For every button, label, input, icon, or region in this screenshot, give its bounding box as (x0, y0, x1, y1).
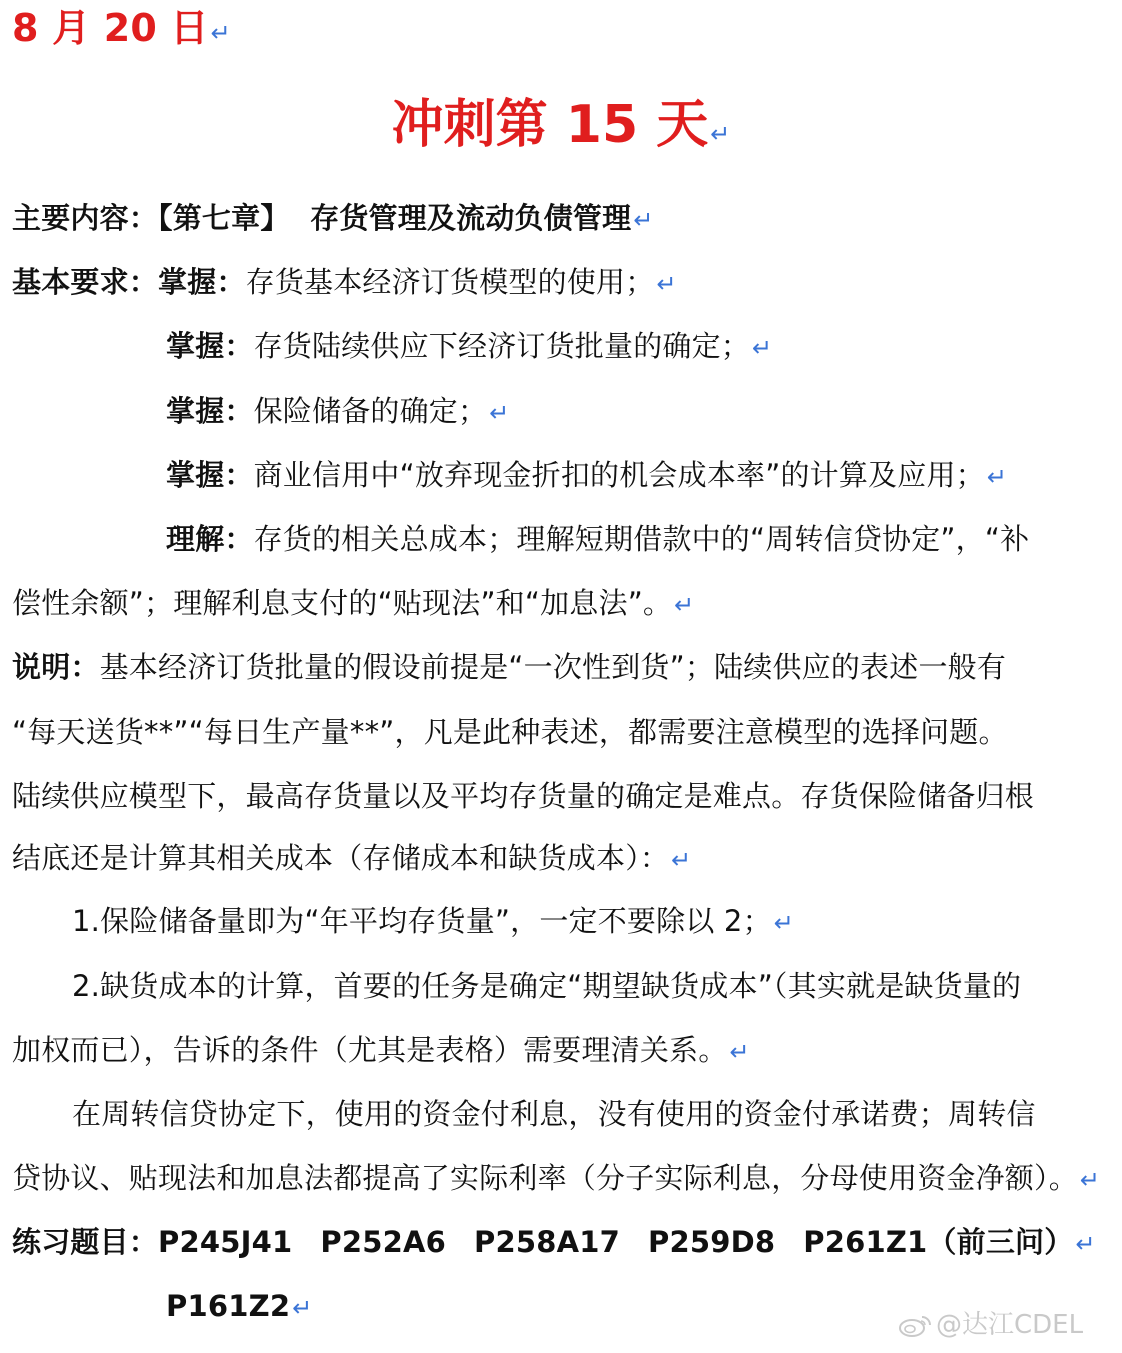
explanation-line-2 (12, 714, 1107, 750)
exercise-code: P252A6 (320, 1225, 446, 1259)
requirement-level: 掌握： (158, 265, 246, 299)
requirement-line-3 (166, 393, 1122, 431)
explanation-text: 结底还是计算其相关成本（存储成本和缺货成本）： (12, 841, 670, 875)
exercises-line (12, 1224, 1107, 1262)
point-text: 加权而已），告诉的条件（尤其是表格）需要理清关系。 (12, 1033, 728, 1067)
explanation-point-2 (72, 968, 1122, 1004)
date-heading (12, 6, 1107, 55)
explanation-paragraph (72, 1096, 1122, 1132)
explanation-line-3 (12, 778, 1107, 814)
requirement-level: 掌握： (166, 329, 254, 363)
watermark-text: @达江CDEL (936, 1310, 1084, 1340)
requirement-level: 理解： (166, 522, 254, 556)
exercise-code: P245J41 (158, 1225, 293, 1259)
paragraph-text: 贷协议、贴现法和加息法都提高了实际利率（分子实际利息，分母使用资金净额）。 (12, 1161, 1078, 1195)
explanation-label: 说明： (12, 650, 100, 684)
requirement-line-1 (12, 264, 1107, 302)
explanation-text: “每天送货**”“每日生产量**”，凡是此种表述，都需要注意模型的选择问题。 (12, 715, 1008, 749)
page-title (0, 92, 1122, 167)
requirement-level: 掌握： (166, 458, 254, 492)
requirement-text: 存货陆续供应下经济订货批量的确定； (253, 329, 751, 363)
paragraph-mark-icon: ↵ (729, 1038, 750, 1066)
main-content-label: 主要内容： (12, 201, 159, 235)
requirements-label: 基本要求： (12, 265, 159, 299)
explanation-point-1 (72, 903, 1122, 941)
requirement-line-2 (166, 328, 1122, 366)
paragraph-mark-icon: ↵ (752, 334, 773, 362)
explanation-line-1 (12, 649, 1107, 685)
paragraph-text: 在周转信贷协定下，使用的资金付利息，没有使用的资金付承诺费；周转信 (72, 1097, 1036, 1131)
paragraph-mark-icon: ↵ (1075, 1230, 1096, 1258)
exercises-label: 练习题目： (12, 1225, 159, 1259)
paragraph-mark-icon: ↵ (210, 19, 231, 47)
paragraph-mark-icon: ↵ (710, 120, 731, 148)
chapter-label: 【第七章】 (158, 201, 290, 235)
paragraph-mark-icon: ↵ (986, 463, 1008, 491)
paragraph-mark-icon: ↵ (489, 399, 510, 427)
paragraph-mark-icon: ↵ (1079, 1166, 1101, 1194)
explanation-text: 陆续供应模型下，最高存货量以及平均存货量的确定是难点。存货保险储备归根 (12, 779, 1035, 813)
paragraph-mark-icon: ↵ (656, 270, 677, 298)
explanation-text: 基本经济订货批量的假设前提是“一次性到货”；陆续供应的表述一般有 (99, 650, 1007, 684)
requirement-text: 存货基本经济订货模型的使用； (245, 265, 655, 299)
weibo-icon (898, 1314, 932, 1338)
understand-text: 存货的相关总成本；理解短期借款中的“周转信贷协定”，“补 (253, 522, 1030, 556)
requirement-level: 掌握： (166, 394, 254, 428)
point-text: 1.保险储备量即为“年平均存货量”，一定不要除以 2； (72, 904, 772, 938)
watermark (898, 1308, 1083, 1342)
understand-line-2 (12, 585, 1107, 623)
title-text: 冲刺第 15 天 (391, 95, 709, 155)
chapter-topic: 存货管理及流动负债管理 (310, 201, 632, 235)
paragraph-mark-icon: ↵ (671, 846, 692, 874)
explanation-paragraph-cont (12, 1160, 1107, 1198)
point-text: 2.缺货成本的计算，首要的任务是确定“期望缺货成本”（其实就是缺货量的 (72, 969, 1022, 1003)
understand-line-1 (166, 521, 1122, 557)
exercise-code: P259D8 (647, 1225, 776, 1259)
date-text: 8 月 20 日 (12, 6, 209, 50)
explanation-line-4 (12, 840, 1107, 878)
requirement-text: 保险储备的确定； (253, 394, 488, 428)
explanation-point-2-cont (12, 1032, 1107, 1070)
requirement-text: 商业信用中“放弃现金折扣的机会成本率”的计算及应用； (253, 458, 985, 492)
exercise-code: P161Z2 (166, 1289, 291, 1323)
exercise-code: P261Z1（前三问） (803, 1225, 1074, 1259)
main-content-line (12, 200, 1107, 238)
exercise-code: P258A17 (473, 1225, 620, 1259)
requirement-line-4 (166, 457, 1122, 495)
paragraph-mark-icon: ↵ (633, 206, 654, 234)
understand-text: 偿性余额”；理解利息支付的“贴现法”和“加息法”。 (12, 586, 673, 620)
paragraph-mark-icon: ↵ (674, 591, 695, 619)
paragraph-mark-icon: ↵ (773, 909, 795, 937)
paragraph-mark-icon: ↵ (292, 1294, 313, 1322)
